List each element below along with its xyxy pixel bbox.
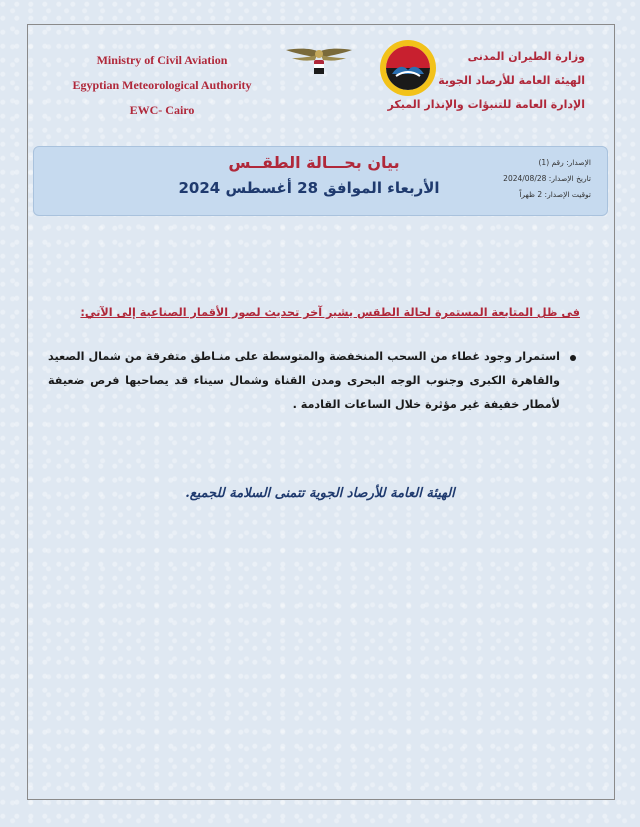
intro-text: فى ظل المتابعة المستمرة لحالة الطقس يشير آخر تحديث لصور الأقمار الصناعية إلى الآتي: bbox=[80, 306, 580, 319]
bulletin-date: الأربعاء الموافق 28 أغسطس 2024 bbox=[178, 179, 440, 197]
wings-emblem-icon bbox=[284, 42, 354, 87]
english-header-line-3: EWC- Cairo bbox=[129, 103, 195, 117]
english-header-line-2: Egyptian Meteorological Authority bbox=[72, 78, 252, 92]
english-header bbox=[52, 48, 272, 123]
forecast-bullet bbox=[48, 345, 576, 417]
arabic-header-line-2: الهيئة العامة للأرصاد الجوية bbox=[438, 74, 585, 87]
bulletin-title: بيان بحـــالة الطقــس bbox=[228, 153, 400, 172]
arabic-header bbox=[375, 45, 585, 117]
issue-number: الإصدار: رقم (1) bbox=[538, 158, 591, 167]
issue-info bbox=[461, 155, 591, 203]
title-box bbox=[33, 146, 608, 216]
closing-statement: الهيئة العامة للأرصاد الجوية تتمنى السلامة للجميع. bbox=[185, 486, 455, 501]
bullet-icon bbox=[570, 355, 576, 361]
forecast-text: استمرار وجود غطاء من السحب المنخفضة والمتوسطة على منـاطق متفرقة من شمال الصعيد والقاهرة الكبرى وجنوب الوجه البحرى ومدن القناة وشمال سيناء قد يصاحبها فرص ضعيفة لأمطار خفيفة غير مؤثرة خلال الساعات القادمة . bbox=[48, 350, 560, 411]
arabic-header-line-1: وزارة الطيران المدنى bbox=[467, 50, 585, 63]
issue-date: تاريخ الإصدار: 2024/08/28 bbox=[503, 174, 591, 183]
english-header-line-1: Ministry of Civil Aviation bbox=[96, 53, 228, 67]
issue-time: توقيت الإصدار: 2 ظهراً bbox=[519, 190, 591, 199]
arabic-header-line-3: الإدارة العامة للتنبؤات والإنذار المبكر bbox=[387, 98, 585, 111]
